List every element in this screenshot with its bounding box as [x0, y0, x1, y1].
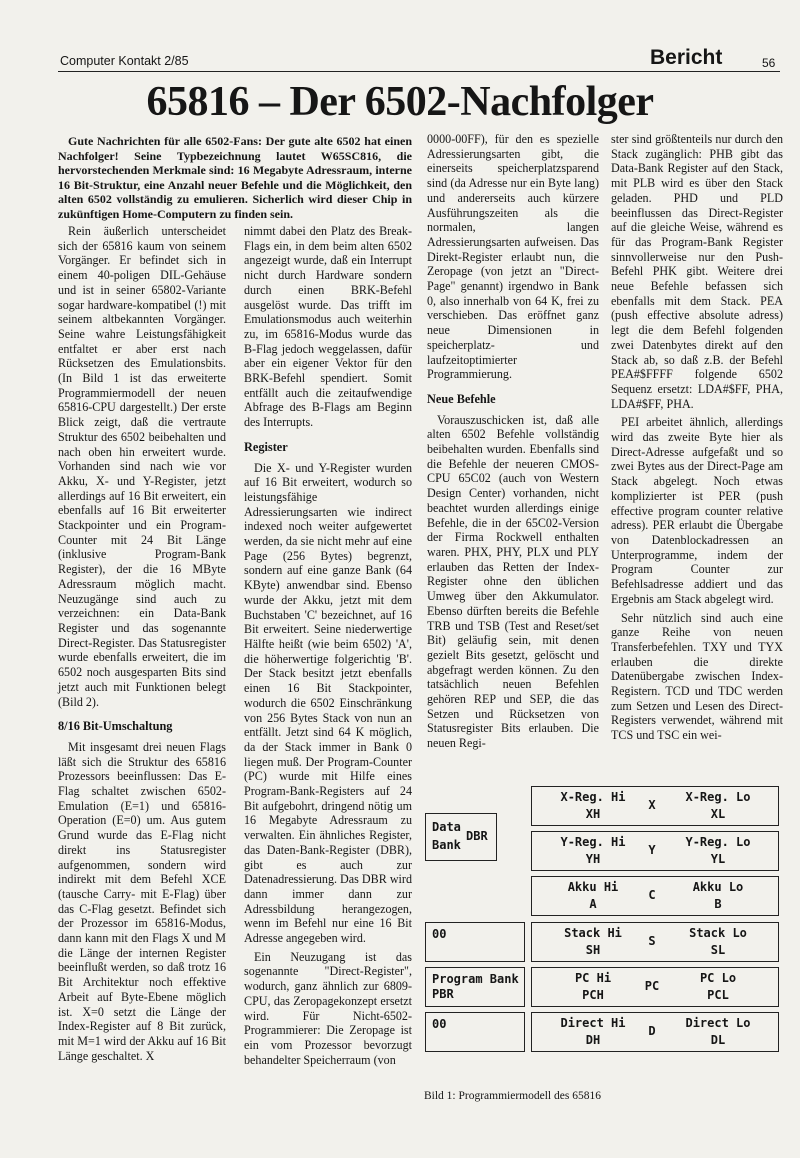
bank-label-2: Bank [432, 838, 461, 852]
column-4 [611, 132, 783, 747]
register-low-byte: B [714, 897, 722, 911]
article-title: 65816 – Der 6502-Nachfolger [146, 79, 654, 125]
paragraph: nimmt dabei den Platz des Break-Flags ein, in dem beim alten 6502 angezeigt wurde, daß ein Interrupt nicht durch Hardware sondern durch einen BRK-Befehl ausgelöst wurde. Das trifft im Emulationsmodus auch weiterhin zu, im 65816-Modus wurde das B-Flag jedoch weggelassen, dafür aber ein eigener Vektor für den BRK-Befehl spendiert. Somit entfällt auch die zeitaufwendige Abfrage des B-Flags am Beginn des Interrupts. [244, 224, 412, 430]
register-low-byte: PCL [707, 988, 729, 1002]
register-pair-name: Y [648, 843, 656, 857]
register-bank-label: 00 [432, 927, 447, 941]
register-pair-name: S [648, 934, 656, 948]
register-bank-label: Program Bank PBR [432, 972, 519, 1001]
register-low-byte: SL [710, 943, 726, 957]
register-row [531, 967, 779, 1007]
paragraph: Die X- und Y-Register wurden auf 16 Bit erweitert, wodurch so leistungsfähige Adressierungsarten wie indirect indexed noch weiter aufgewertet werden, da sie nicht mehr auf eine Page (256 Bytes) begrenzt, sondern auf eine ganze Bank (64 KByte) anwendbar sind. Ebenso wurde der Akku, jetzt mit dem Buchstaben 'C' bezeichnet, auf 16 Bit erweitert. Seine niederwertige Hälfte heißt (wie beim 6502) 'A', die höherwertige folgerichtig 'B'. Der Stack besitzt jetzt ebenfalls einen 16 Bit Stackpointer, wodurch die 6502 Einschränkung von 256 Bytes Stack von nun an entfällt. Jetzt sind 64 K möglich, da der Stack immer in Bank 0 liegen muß. Der Program-Counter (PC) wurde mit Hilfe eines Program-Bank-Registers auf 24 Bit aufgebohrt, dringend nötig um 16 Megabyte Adressraum zu verwalten. Ein ähnliches Register, das Daten-Bank-Register (DBR), gibt es auch zur Datenadressierung. Das DBR wird dann immer dann zur Adressbildung herangezogen, wenn im Befehl nur eine 16 Bit Adresse angegeben wird. [244, 460, 412, 946]
register-high-byte: XH [585, 807, 601, 821]
register-bank-box [425, 967, 525, 1007]
figure-caption: Bild 1: Programmiermodell des 65816 [424, 1090, 601, 1102]
register-high-label: PC Hi [574, 971, 612, 985]
header-rule [58, 71, 780, 72]
paragraph: Sehr nützlich sind auch eine ganze Reihe von neuen Transferbefehlen. TXY und TYX erlauben die direkte Datenübergabe zwischen Index-Registern. TCD und TDC werden zum Setzen und Lesen des Direct-Registers verwendet, während mit TCS und TSC ein wei- [611, 610, 783, 743]
register-low-label: Akku Lo [692, 880, 744, 894]
section-label: Bericht [650, 46, 723, 69]
register-bank-box [425, 1012, 525, 1052]
paragraph: 0000-00FF), für den es spezielle Adressierungsarten gibt, die einerseits speicherplatzsparend sind (da Adresse nur ein Byte lang) und andererseits auch kürzere Ausführungszeiten als die normalen, langen Adressierungsarten aufweisen. Das Direkt-Register erlaubt nun, die Zeropage (von jetzt an "Direct-Page" genannt) irgendwo in Bank 0, also innerhalb von 64 K, frei zu verschieben. Das eröffnet ganz neue Dimensionen in speicherplatz- und laufzeitoptimierter Programmierung. [427, 132, 599, 382]
register-pair-name: PC [644, 979, 660, 993]
register-high-byte: PCH [582, 988, 604, 1002]
bank-label-1: Data [432, 820, 461, 834]
register-high-label: Stack Hi [564, 926, 622, 940]
register-low-byte: YL [710, 852, 726, 866]
register-row [531, 922, 779, 962]
paragraph: Ein Neuzugang ist das sogenannte "Direct-Register", wodurch, ganz ähnlich zur 6809-CPU, das Zeropagekonzept ersetzt wird. Für Nicht-6502-Programmierer: Die Zeropage ist ein vom Prozessor bevorzugt behandelter Speicherraum (von [244, 949, 412, 1067]
page-number: 56 [762, 56, 776, 70]
register-low-label: Y-Reg. Lo [685, 835, 751, 849]
register-high-byte: DH [585, 1033, 601, 1047]
magazine-name: Computer Kontakt 2/85 [60, 54, 189, 68]
column-3 [427, 132, 599, 755]
data-bank-box [425, 813, 497, 861]
register-high-label: Y-Reg. Hi [560, 835, 626, 849]
register-low-label: Stack Lo [689, 926, 747, 940]
register-row [531, 786, 779, 826]
register-high-label: X-Reg. Hi [560, 790, 626, 804]
bank-register-name: DBR [466, 829, 488, 843]
register-bank-label: 00 [432, 1017, 447, 1031]
register-pair-name: C [648, 888, 656, 902]
register-row [531, 1012, 779, 1052]
register-low-byte: XL [710, 807, 726, 821]
register-low-byte: DL [710, 1033, 726, 1047]
register-pair-name: D [648, 1024, 656, 1038]
register-high-byte: YH [585, 852, 601, 866]
register-pair-name: X [648, 798, 656, 812]
register-low-label: Direct Lo [685, 1016, 751, 1030]
column-2 [244, 224, 412, 1071]
paragraph: Mit insgesamt drei neuen Flags läßt sich die Struktur des 65816 Prozessors beeinflussen: Das E-Flag schaltet zwischen 6502-Emulation (E=1) und 65816-Operation (E=0) um. Aus gutem Grund wurde das E-Flag nicht direkt ins Statusregister aufgenommen, sondern wird indirekt mit dem Befehl XCE (tausche Carry- mit E-Flag) über das C-Flag gesetzt. Befindet sich der Prozessor im 65816-Modus, dann kann mit den Flags X und M die Länge der internen Register beeinflußt werden, so daß trotz 16 Bit Architektur noch effektive Arbeit auf Byte-Ebene möglich ist. X=0 setzt die Länge der Index-Register auf 8 Bit zurück, mit M=1 wird der Akku auf 16 Bit Länge geschaltet. X [58, 739, 226, 1063]
article-intro: Gute Nachrichten für alle 6502-Fans: Der gute alte 6502 hat einen Nachfolger! Seine Typbezeichnung lautet W65SC816, die hervorstechenden Merkmale sind: 16 Megabyte Adressraum, interne 16 Bit-Struktur, eine Anzahl neuer Befehle und die Möglichkeit, den alten 6502 vollständig zu emulieren. Sicherlich wird dieser Chip in zukünftigen Home-Computern zu finden sein. [58, 134, 412, 221]
subheading: Neue Befehle [427, 391, 496, 406]
paragraph: Vorauszuschicken ist, daß alle alten 6502 Befehle vollständig beibehalten wurden. Ebenfalls sind die Befehle der neueren CMOS-CPU 65C02 (auch von Western Design Center) vorhanden, nicht beachtet wurden allerdings einige Befehle, die in der 65C02-Version der Firma Rockwell enthalten waren. PHX, PHY, PLX und PLY erlauben das Retten der Index-Register ohne den üblichen Umweg über den Akkumulator. Ebenso dürften bereits die Befehle TRB und TSB (Test and Reset/set Bit) geläufig sein, mit denen gezielt Bits gesetzt, gelöscht und abgefragt werden können. Zu den tatsächlich neuen Befehlen gehören REP und SEP, die das Setzen und Rücksetzen von Statusregister Bits erlauben. Die neuen Regi- [427, 412, 599, 751]
paragraph: Rein äußerlich unterscheidet sich der 65816 kaum von seinem Vorgänger. Er befindet sich in einem 40-poligen DIL-Gehäuse und ist in seiner 65802-Variante sogar hardware-kompatibel (!) mit seinem altbekannten Vorgänger. Seine wahre Leistungsfähigkeit entfaltet er aber erst nach Rücksetzen des Emulationsbits. (In Bild 1 ist das erweiterte Programmiermodell der neuen 65816-CPU dargestellt.) Der erste Blick zeigt, daß die vertraute Struktur des 6502 beibehalten und nach oben hin erweitert wurde. Vorhanden sind nach wie vor Akku, X- und Y-Register, jetzt allerdings auf 16 Bit erweitert, ein ebenfalls auf 16 Bit erweiterter Stackpointer und ein Program-Counter mit 24 Bit Länge (inklusive Program-Bank Register), der die 16 MByte Adressraum möglich macht. Neuzugänge sind auch zu verzeichnen: ein Data-Bank Register und das sogenannte Direct-Register. Das Statusregister wurde ebenfalls erweitert, die im 6502 noch ausgesparten Bits sind jetzt auch mit Funktionen belegt (Bild 2). [58, 224, 226, 709]
register-high-byte: A [589, 897, 597, 911]
register-low-label: PC Lo [699, 971, 737, 985]
register-bank-box [425, 922, 525, 962]
column-1 [58, 224, 226, 1067]
register-high-byte: SH [585, 943, 601, 957]
register-row [531, 831, 779, 871]
register-row [531, 876, 779, 916]
subheading: 8/16 Bit-Umschaltung [58, 719, 173, 734]
register-high-label: Akku Hi [567, 880, 619, 894]
paragraph: ster sind größtenteils nur durch den Stack zugänglich: PHB gibt das Data-Bank Register auf den Stack, mit PLB wird es über den Stack geladen. PHD und PLD beeinflussen das Direct-Register auf die gleiche Weise, während es für das Program-Bank Register sinnvollerweise nur den Push-Befehl PHK gibt. Weitere drei neue Befehle befassen sich ebenfalls mit dem Stack. PEA (push effective absolute adress) legt die dem Befehl folgenden zwei Datenbytes direkt auf den Stack ab, so daß z.B. der Befehl PEA#$FFFF folgende 6502 Sequenz ersetzt: LDA#$FF, PHA, LDA#$FF, PHA. [611, 132, 783, 411]
subheading: Register [244, 439, 288, 454]
register-high-label: Direct Hi [560, 1016, 626, 1030]
paragraph: PEI arbeitet ähnlich, allerdings wird das zweite Byte hier als Direct-Adresse aufgefaßt und so zwei Bytes aus der Direct-Page am Stack abgelegt. Noch etwas komplizierter ist PER (push effective program counter relative adress). PER erlaubt die Übergabe von Datenblockadressen an Unterprogramme, indem der Program Counter zur Befehlsadresse addiert und das Ergebnis am Stack abgelegt wird. [611, 415, 783, 606]
programming-model-diagram [423, 786, 779, 1064]
register-low-label: X-Reg. Lo [685, 790, 751, 804]
